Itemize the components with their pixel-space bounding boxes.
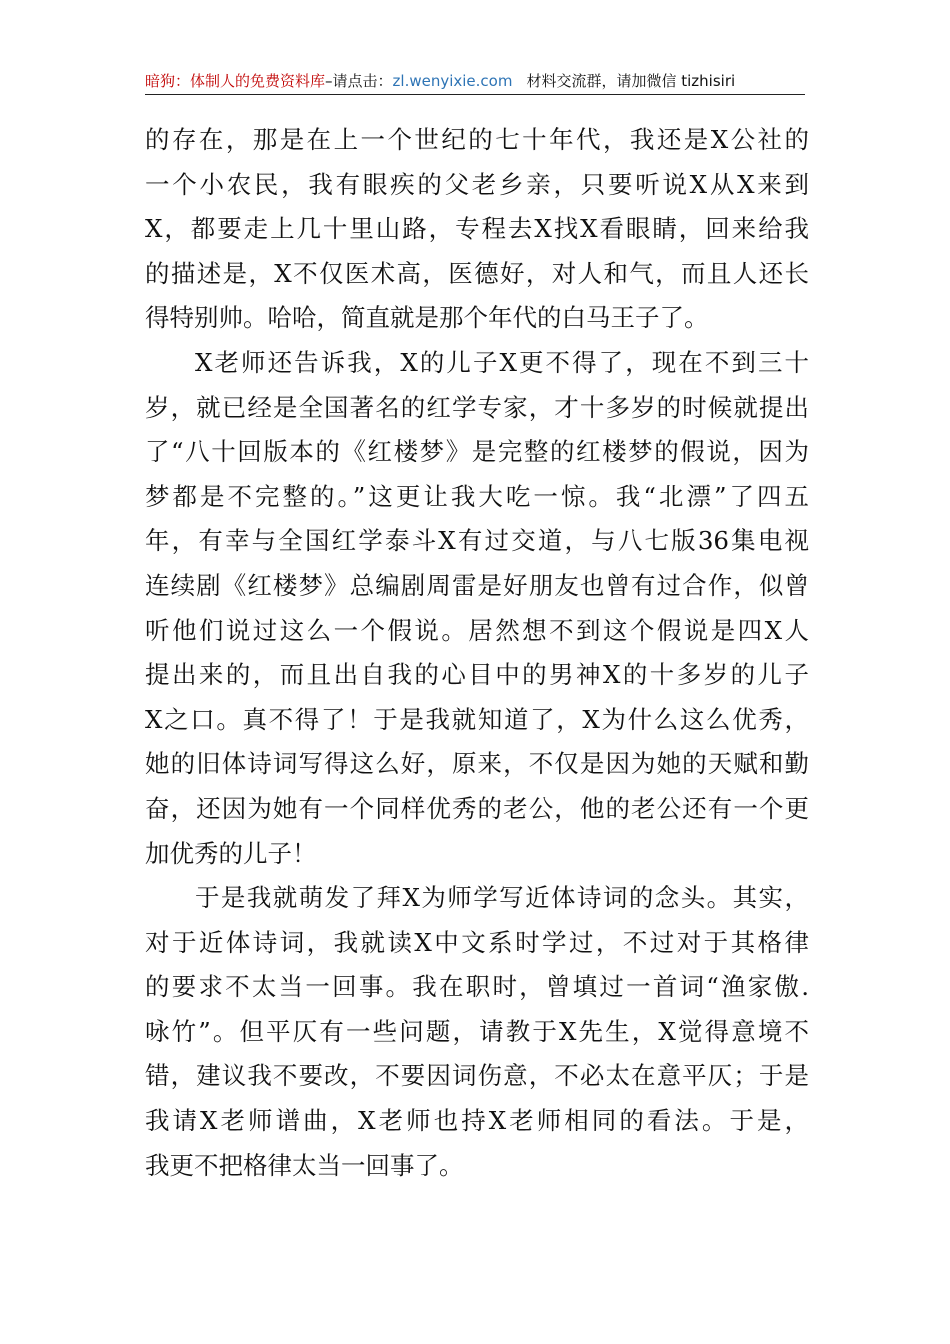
text-line: 我更不把格律太当一回事了。 bbox=[145, 1150, 464, 1180]
text-line: 咏竹”。但平仄有一些问题，请教于X先生，X觉得意境不 bbox=[145, 1016, 809, 1046]
header-click-prompt: –请点击： bbox=[325, 72, 393, 90]
text-line: 得特别帅。哈哈，简直就是那个年代的白马王子了。 bbox=[145, 303, 709, 333]
text-line: 提出来的，而且出自我的心目中的男神X的十多岁的儿子 bbox=[145, 660, 809, 690]
text-line: X，都要走上几十里山路，专程去X找X看眼睛，回来给我 bbox=[145, 214, 809, 244]
text-line: 她的旧体诗词写得这么好，原来，不仅是因为她的天赋和勤 bbox=[145, 749, 809, 779]
text-line: 错，建议我不要改，不要因词伤意，不必太在意平仄；于是 bbox=[145, 1061, 809, 1091]
page-header bbox=[145, 68, 805, 95]
text-line: 我请X老师谱曲，X老师也持X老师相同的看法。于是， bbox=[145, 1106, 809, 1136]
header-wechat-note: 材料交流群，请加微信 tizhisiri bbox=[526, 72, 736, 90]
text-line: 岁，就已经是全国著名的红学专家，才十多岁的时候就提出 bbox=[145, 392, 809, 422]
text-line: 连续剧《红楼梦》总编剧周雷是好朋友也曾有过合作，似曾 bbox=[145, 570, 809, 600]
text-line: 一个小农民，我有眼疾的父老乡亲，只要听说X从X来到 bbox=[145, 169, 809, 199]
text-line: X之口。真不得了！于是我就知道了，X为什么这么优秀， bbox=[145, 704, 809, 734]
document-body bbox=[145, 118, 809, 1188]
text-line: 加优秀的儿子！ bbox=[145, 838, 317, 868]
text-line: 的要求不太当一回事。我在职时，曾填过一首词“渔家傲. bbox=[145, 972, 809, 1002]
text-line: 的存在，那是在上一个世纪的七十年代，我还是X公社的 bbox=[145, 125, 809, 154]
header-link[interactable]: zl.wenyixie.com bbox=[392, 72, 513, 90]
text-line: 听他们说过这么一个假说。居然想不到这个假说是四X人 bbox=[145, 615, 809, 645]
header-brand: 暗狗：体制人的免费资料库 bbox=[145, 72, 326, 90]
text-line: 年，有幸与全国红学泰斗X有过交道，与八七版36集电视 bbox=[145, 526, 809, 556]
text-line: 于是我就萌发了拜X为师学写近体诗词的念头。其实， bbox=[195, 883, 809, 913]
text-line: 的描述是，X不仅医术高，医德好，对人和气，而且人还长 bbox=[145, 258, 809, 288]
text-line: X老师还告诉我，X的儿子X更不得了，现在不到三十 bbox=[195, 347, 809, 377]
text-line: 奋，还因为她有一个同样优秀的老公，他的老公还有一个更 bbox=[145, 793, 809, 823]
text-line: 了“八十回版本的《红楼梦》是完整的红楼梦的假说，因为 bbox=[145, 437, 809, 467]
text-line: 对于近体诗词，我就读X中文系时学过，不过对于其格律 bbox=[145, 927, 809, 957]
text-line: 梦都是不完整的。”这更让我大吃一惊。我“北漂”了四五 bbox=[145, 481, 809, 511]
